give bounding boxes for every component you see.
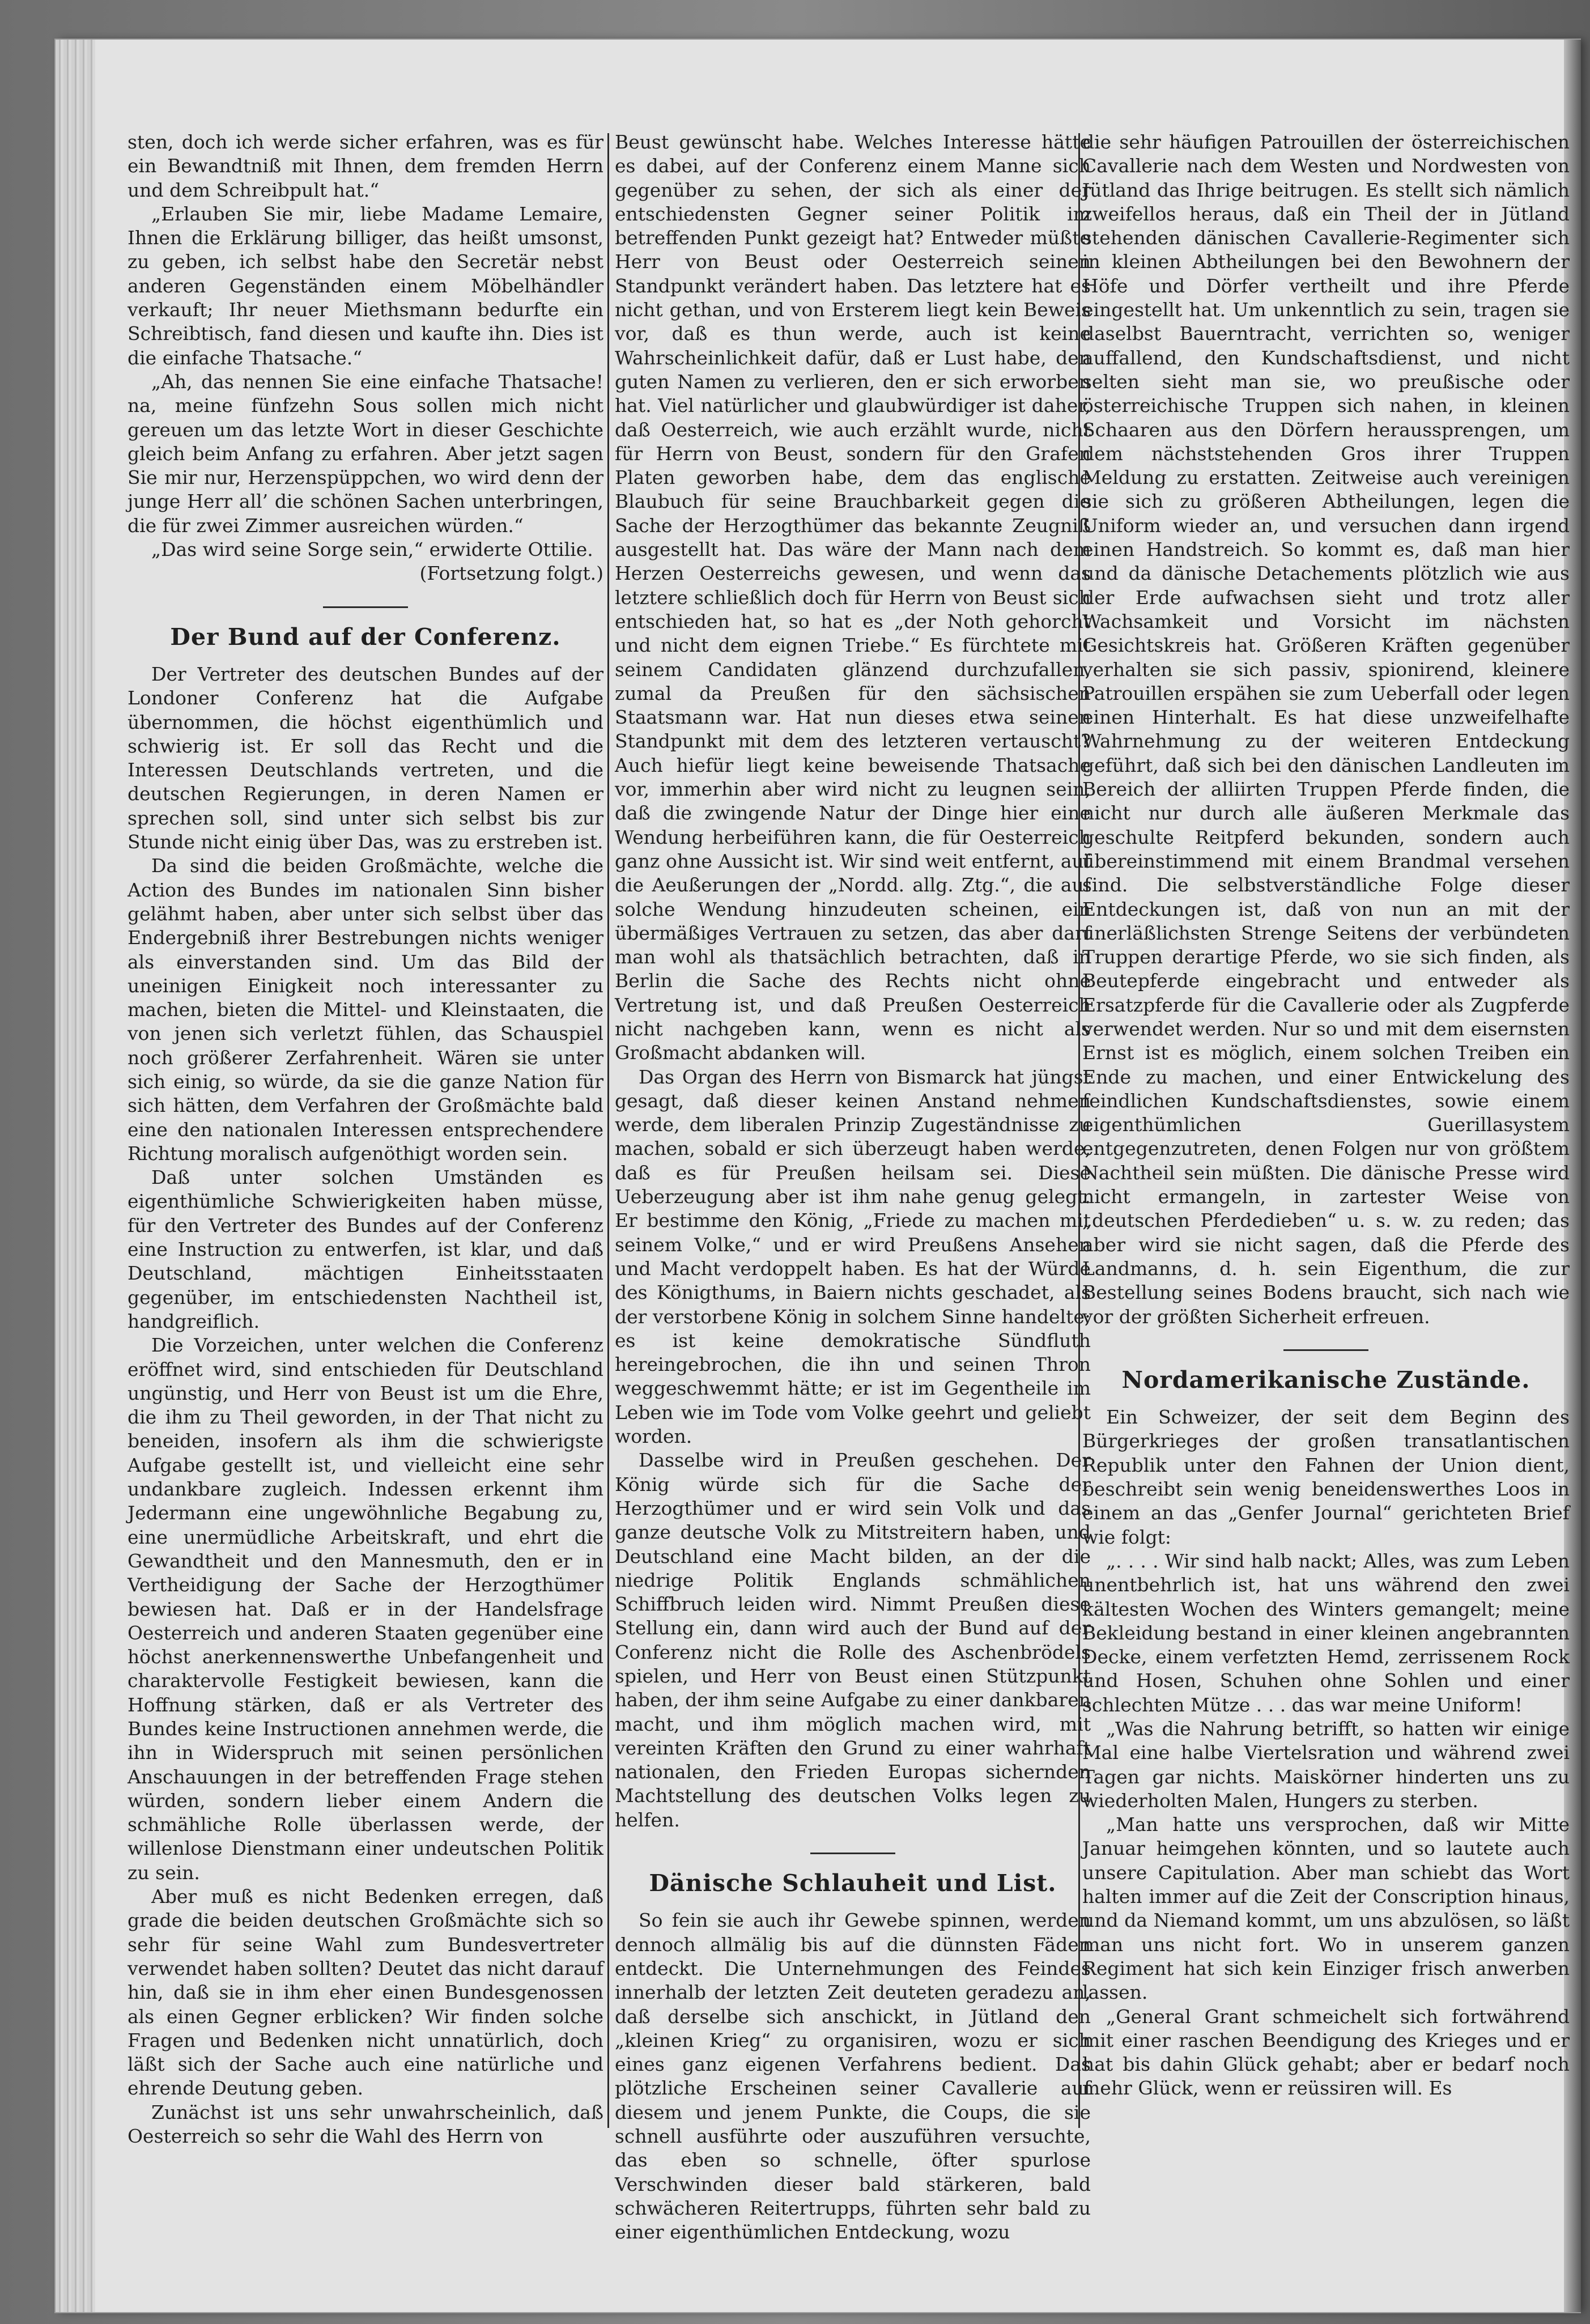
article-paragraph: So fein sie auch ihr Gewebe spinnen, werden dennoch allmälig bis auf die dünnsten Fäden entdeckt. Die Unternehmungen des Feindes innerhalb der letzten Zeit deuteten geradezu an, daß derselbe sich anschickt, in Jütland den „kleinen Krieg“ zu organisiren, wozu er sich eines ganz eigenen Verfahrens bedient. Das plötzliche Erscheinen seiner Cavallerie auf diesem und jenem Punkte, die Coups, die sie schnell ausführte oder auszuführen versuchte, das eben so schnelle, öfter spurlose Verschwinden dieser bald stärkeren, bald schwächeren Reitertrupps, führten sehr bald zu einer eigenthümlichen Entdeckung, wozu: [615, 1909, 1091, 2244]
article-paragraph: Beust gewünscht habe. Welches Interesse hätte es dabei, auf der Conferenz einem Manne sich gegenüber zu sehen, der sich als einer der entschiedensten Gegner seiner Politik im betreffenden Punkt gezeigt hat? Entweder müßte Herr von Beust oder Oesterreich seinen Standpunkt verändert haben. Das letztere hat es nicht gethan, und von Ersterem liegt kein Beweis vor, daß es thun werde, auch ist keine Wahrscheinlichkeit dafür, daß er Lust habe, den guten Namen zu verlieren, den er sich erworben hat. Viel natürlicher und glaubwürdiger ist daher, daß Oesterreich, wie auch erzählt wurde, nicht für Herrn von Beust, sondern für den Grafen Platen geworben habe, dem das englische Blaubuch für seine Brauchbarkeit gegen die Sache der Herzogthümer das bekannte Zeugniß ausgestellt hat. Das wäre der Mann nach dem Herzen Oesterreichs gewesen, und wenn das letztere schließlich doch für Herrn von Beust sich entschieden hat, so hat es „der Noth gehorcht und nicht dem eignen Triebe.“ Es fürchtete mit seinem Candidaten glänzend durchzufallen, zumal da Preußen für den sächsischen Staatsmann war. Hat nun dieses etwa seinen Standpunkt mit dem des letzteren vertauscht? Auch hiefür liegt keine beweisende Thatsache vor, immerhin aber wird nicht zu leugnen sein, daß die zwingende Natur der Dinge hier eine Wendung herbeiführen kann, die für Oesterreich ganz ohne Aussicht ist. Wir sind weit entfernt, auf die Aeußerungen der „Nordd. allg. Ztg.“, die auf solche Wendung hinzudeuten scheinen, ein übermäßiges Vertrauen zu setzen, das aber darf man wohl als thatsächlich betrachten, daß in Berlin die Sache des Rechts nicht ohne Vertretung ist, und daß Preußen Oesterreich nicht nachgeben kann, wenn es nicht als Großmacht abdanken will.: [615, 131, 1091, 1064]
serial-paragraph: „Erlauben Sie mir, liebe Madame Lemaire, Ihnen die Erklärung billiger, das heißt umsonst, zu geben, ich selbst habe den Secretär nebst anderen Gegenständen einem Möbelhändler verkauft; Ihr neuer Miethsmann bedurfte ein Schreibtisch, fand diesen und kaufte ihn. Dies ist die einfache Thatsache.“: [127, 202, 603, 369]
column-rule-1: [607, 133, 609, 2128]
continuation-note: (Fortsetzung folgt.): [419, 562, 603, 585]
section-separator: [810, 1853, 895, 1854]
page-spine-edge: [56, 40, 95, 2312]
article-paragraph: „Was die Nahrung betrifft, so hatten wir einige Mal eine halbe Viertelsration und während zwei Tagen gar nichts. Maiskörner hinderten uns zu wiederholten Malen, Hungers zu sterben.: [1082, 1718, 1570, 1812]
serial-paragraph: „Ah, das nennen Sie eine einfache Thatsache! na, meine fünfzehn Sous sollen mich nicht gereuen um das letzte Wort in dieser Geschichte gleich beim Anfang zu erfahren. Aber jetzt sagen Sie mir nur, Herzenspüppchen, wo wird denn der junge Herr all’ die schönen Sachen unterbringen, die für zwei Zimmer ausreichen würden.“: [127, 370, 603, 537]
article-paragraph: Dasselbe wird in Preußen geschehen. Der König würde sich für die Sache der Herzogthümer und er wird sein Volk und das ganze deutsche Volk zu Mitstreitern haben, und Deutschland eine Macht bilden, an der die niedrige Politik Englands schmählichen Schiffbruch leiden wird. Nimmt Preußen diese Stellung ein, dann wird auch der Bund auf der Conferenz nicht die Rolle des Aschenbrödels spielen, und Herr von Beust einen Stützpunkt haben, der ihm seine Aufgabe zu einer dankbaren macht, und ihm möglich machen wird, mit vereinten Kräften den Grund zu einer wahrhaft nationalen, den Frieden Europas sichernden Machtstellung des deutschen Volks legen zu helfen.: [615, 1449, 1091, 1831]
serial-paragraph: sten, doch ich werde sicher erfahren, was es für ein Bewandtniß mit Ihnen, dem fremden Herrn und dem Schreibpult hat.“: [127, 131, 603, 201]
article-heading-nordamerika: Nordamerikanische Zustände.: [1121, 1366, 1531, 1393]
article-paragraph: Zunächst ist uns sehr unwahrscheinlich, daß Oesterreich so sehr die Wahl des Herrn von: [127, 2101, 603, 2148]
article-heading-bund: Der Bund auf der Conferenz.: [170, 623, 561, 651]
article-paragraph: „Man hatte uns versprochen, daß wir Mitte Januar heimgehen könnten, und so lautete auch unsere Capitulation. Aber man schiebt das Wort halten immer auf die Zeit der Conscription hinaus, und da Niemand kommt, um uns abzulösen, so läßt man uns nicht fort. Wo in unserem ganzen Regiment hat sich kein Einziger frisch anwerben lassen.: [1082, 1813, 1570, 2004]
article-paragraph: Daß unter solchen Umständen es eigenthümliche Schwierigkeiten haben müsse, für den Vertreter des Bundes auf der Conferenz eine Instruction zu entwerfen, ist klar, und daß Deutschland, mächtigen Einheitsstaaten gegenüber, im entschiedensten Nachtheil ist, handgreiflich.: [127, 1166, 603, 1332]
article-paragraph: Die Vorzeichen, unter welchen die Conferenz eröffnet wird, sind entschieden für Deutschland ungünstig, und Herr von Beust ist um die Ehre, die ihm zu Theil geworden, in der That nicht zu beneiden, insofern als ihm die schwierigste Aufgabe gestellt ist, und vielleicht eine sehr undankbare zugleich. Indessen erkennt ihm Jedermann eine ungewöhnliche Begabung zu, eine unermüdliche Arbeitskraft, und ehrt die Gewandtheit und den Mannesmuth, den er in Vertheidigung der Sache der Herzogthümer bewiesen hat. Daß er in der Handelsfrage Oesterreich und anderen Staaten gegenüber eine höchst anerkennenswerthe Unbefangenheit und charaktervolle Festigkeit bewiesen, kann die Hoffnung stärken, daß er als Vertreter des Bundes keine Instructionen annehmen werde, die ihn in Widerspruch mit seinen persönlichen Anschauungen in der betreffenden Frage stehen würden, sondern lieber einem Andern die schmähliche Rolle überlassen werde, der willenlose Dienstmann einer undeutschen Politik zu sein.: [127, 1334, 603, 1884]
column-3: [1082, 130, 1570, 2136]
column-2: [615, 130, 1091, 2244]
article-paragraph: Aber muß es nicht Bedenken erregen, daß grade die beiden deutschen Großmächte sich so sehr für seine Wahl zum Bundesvertreter verwendet haben sollten? Deutet das nicht darauf hin, daß sie in ihm eher einen Bundesgenossen als einen Gegner erblicken? Wir finden solche Fragen und Bedenken nicht unnatürlich, doch läßt sich der Sache auch eine natürliche und ehrende Deutung geben.: [127, 1885, 603, 2100]
section-separator: [323, 606, 408, 608]
column-1: [127, 130, 603, 2148]
article-paragraph: „. . . . Wir sind halb nackt; Alles, was zum Leben unentbehrlich ist, hat uns während den zwei kältesten Wochen des Winters gemangelt; meine Bekleidung bestand in einer kleinen angebrannten Decke, einem verfetzten Hemd, zerrissenem Rock und Hosen, Schuhen ohne Sohlen und einer schlechten Mütze . . . das war meine Uniform!: [1082, 1549, 1570, 1716]
article-heading-daenische: Dänische Schlauheit und List.: [649, 1870, 1057, 1897]
article-paragraph: Da sind die beiden Großmächte, welche die Action des Bundes im nationalen Sinn bisher gelähmt haben, aber unter sich selbst über das Endergebniß ihrer Bestrebungen nichts weniger als einverstanden sind. Um das Bild der uneinigen Einigkeit noch interessanter zu machen, bieten die Mittel- und Kleinstaaten, die von jenen sich verletzt fühlen, das Schauspiel noch größerer Zerfahrenheit. Wären sie unter sich einig, so würde, da sie die ganze Nation für sich hätten, dem Verfahren der Großmächte bald eine den nationalen Interessen entsprechendere Richtung moralisch aufgenöthigt worden sein.: [127, 855, 603, 1165]
section-separator: [1283, 1349, 1368, 1351]
article-paragraph: Ein Schweizer, der seit dem Beginn des Bürgerkrieges der großen transatlantischen Republik unter den Fahnen der Union dient, beschreibt sein wenig beneidenswerthes Loos in einem an das „Genfer Journal“ gerichteten Brief wie folgt:: [1082, 1406, 1570, 1548]
serial-paragraph: „Das wird seine Sorge sein,“ erwiderte Ottilie.: [151, 538, 593, 561]
article-paragraph: Das Organ des Herrn von Bismarck hat jüngst gesagt, daß dieser keinen Anstand nehmen werde, dem liberalen Prinzip Zugeständnisse zu machen, sobald er sich überzeugt haben werde, daß es für Preußen heilsam sei. Diese Ueberzeugung aber ist ihm nahe genug gelegt. Er bestimme den König, „Friede zu machen mit seinem Volke,“ und er wird Preußens Ansehen und Macht verdoppelt haben. Es hat der Würde des Königthums, in Baiern nichts geschadet, als der verstorbene König in solchem Sinne handelte; es ist keine demokratische Sündfluth hereingebrochen, die ihn und seinen Thron weggeschwemmt hätte; er ist im Gegentheile im Leben wie im Tode vom Volke geehrt und geliebt worden.: [615, 1065, 1091, 1448]
article-paragraph: „General Grant schmeichelt sich fortwährend mit einer raschen Beendigung des Krieges und er hat bis dahin Glück gehabt; aber er bedarf noch mehr Glück, wenn er reüssiren will. Es: [1082, 2005, 1570, 2100]
article-paragraph: die sehr häufigen Patrouillen der österreichischen Cavallerie nach dem Westen und Nordwesten von Jütland das Ihrige beitrugen. Es stellt sich nämlich zweifellos heraus, daß ein Theil der in Jütland stehenden dänischen Cavallerie-Regimenter sich in kleinen Abtheilungen bei den Bewohnern der Höfe und Dörfer vertheilt und ihre Pferde eingestellt hat. Um unkenntlich zu sein, tragen sie daselbst Bauerntracht, verrichten so, weniger auffallend, den Kundschaftsdienst, und nicht selten sieht man sie, wo preußische oder österreichische Truppen sich nahen, in kleinen Schaaren aus den Dörfern heraussprengen, um dem nächststehenden Gros ihrer Truppen Meldung zu erstatten. Zeitweise auch vereinigen sie sich zu größeren Abtheilungen, legen die Uniform wieder an, und versuchen dann irgend einen Handstreich. So kommt es, daß man hier und da dänische Detachements plötzlich wie aus der Erde aufwachsen sieht und trotz aller Wachsamkeit und Vorsicht im nächsten Gesichtskreis hat. Größeren Kräften gegenüber verhalten sie sich passiv, spionirend, kleinere Patrouillen erspähen sie zum Ueberfall oder legen einen Hinterhalt. Es hat diese unzweifelhafte Wahrnehmung zu der weiteren Entdeckung geführt, daß sich bei den dänischen Landleuten im Bereich der alliirten Truppen Pferde finden, die nicht nur durch alle äußeren Merkmale das geschulte Reitpferd bekunden, sondern auch übereinstimmend mit einem Brandmal versehen sind. Die selbstverständliche Folge dieser Entdeckungen ist, daß von nun an mit der unerläßlichsten Strenge Seitens der verbündeten Truppen derartige Pferde, wo sie sich finden, als Beutepferde eingebracht und entweder als Ersatzpferde für die Cavallerie oder als Zugpferde verwendet werden. Nur so und mit dem eisernsten Ernst ist es möglich, einem solchen Treiben ein Ende zu machen, und einer Entwickelung des feindlichen Kundschaftsdienstes, sowie einem eigenthümlichen Guerillasystem entgegenzutreten, denen Folgen nur von größtem Nachtheil sein müßten. Die dänische Presse wird nicht ermangeln, in zartester Weise von „deutschen Pferdedieben“ u. s. w. zu reden; das aber wird sie nicht sagen, daß die Pferde des Landmanns, d. h. sein Eigenthum, die zur Bestellung seines Bodens braucht, sich nach wie vor der größten Sicherheit erfreuen.: [1082, 131, 1570, 1328]
article-paragraph: Der Vertreter des deutschen Bundes auf der Londoner Conferenz hat die Aufgabe übernommen, die höchst eigenthümlich und schwierig ist. Er soll das Recht und die Interessen Deutschlands vertreten, und die deutschen Regierungen, in deren Namen er sprechen soll, sind unter sich selbst bis zur Stunde nicht einig über Das, was zu erstreben ist.: [127, 662, 603, 853]
